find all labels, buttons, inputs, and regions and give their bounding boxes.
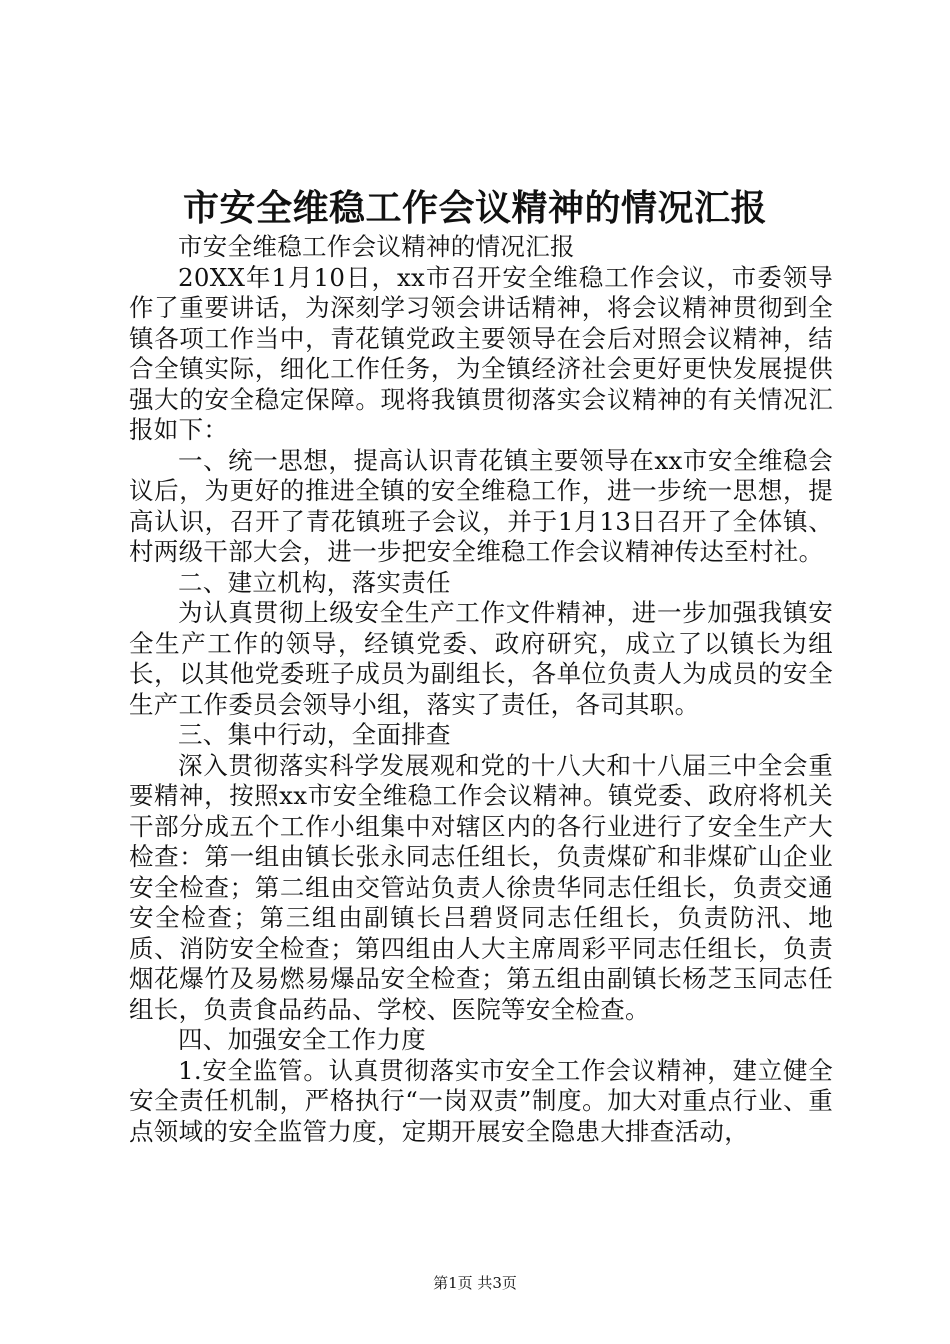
page-number-indicator: 第1页 共3页: [433, 1274, 517, 1292]
heading-section-4: 四、加强安全工作力度: [178, 1025, 426, 1054]
paragraph-intro: 20XX年1月10日，xx市召开安全维稳工作会议，市委领导作了重要讲话，为深刻学习领会讲话精神，将会议精神贯彻到全镇各项工作当中，青花镇党政主要领导在会后对照会议精神，结合全镇实际，细化工作任务，为全镇经济社会更好更快发展提供强大的安全稳定保障。现将我镇贯彻落实会议精神的有关情况汇报如下：: [129, 262, 833, 444]
paragraph-section-1: 一、统一思想，提高认识青花镇主要领导在xx市安全维稳会议后，为更好的推进全镇的安全维稳工作，进一步统一思想，提高认识，召开了青花镇班子会议，并于1月13日召开了全体镇、村两级干部大会，进一步把安全维稳工作会议精神传达至村社。: [129, 445, 833, 566]
document-title: 市安全维稳工作会议精神的情况汇报: [182, 187, 767, 229]
heading-section-3: 三、集中行动，全面排查: [178, 720, 451, 749]
paragraph-section-4-item-1: 1.安全监管。认真贯彻落实市安全工作会议精神，建立健全安全责任机制，严格执行“一岗双责”制度。加大对重点行业、重点领域的安全监管力度，定期开展安全隐患大排查活动，: [129, 1055, 833, 1146]
heading-section-2: 二、建立机构，落实责任: [178, 567, 451, 597]
document-body: [129, 232, 833, 1147]
paragraph-subtitle: 市安全维稳工作会议精神的情况汇报: [178, 232, 575, 261]
paragraph-section-3: 深入贯彻落实科学发展观和党的十八大和十八届三中全会重要精神，按照xx市安全维稳工作会议精神。镇党委、政府将机关干部分成五个工作小组集中对辖区内的各行业进行了安全生产大检查：第一组由镇长张永同志任组长，负责煤矿和非煤矿山企业安全检查；第二组由交管站负责人徐贵华同志任组长，负责交通安全检查；第三组由副镇长吕碧贤同志任组长，负责防汛、地质、消防安全检查；第四组由人大主席周彩平同志任组长，负责烟花爆竹及易燃易爆品安全检查；第五组由副镇长杨芝玉同志任组长，负责食品药品、学校、医院等安全检查。: [129, 750, 833, 1024]
paragraph-section-2: 为认真贯彻上级安全生产工作文件精神，进一步加强我镇安全生产工作的领导，经镇党委、政府研究，成立了以镇长为组长，以其他党委班子成员为副组长，各单位负责人为成员的安全生产工作委员会领导小组，落实了责任，各司其职。: [129, 598, 833, 719]
page-footer: [0, 1273, 950, 1293]
